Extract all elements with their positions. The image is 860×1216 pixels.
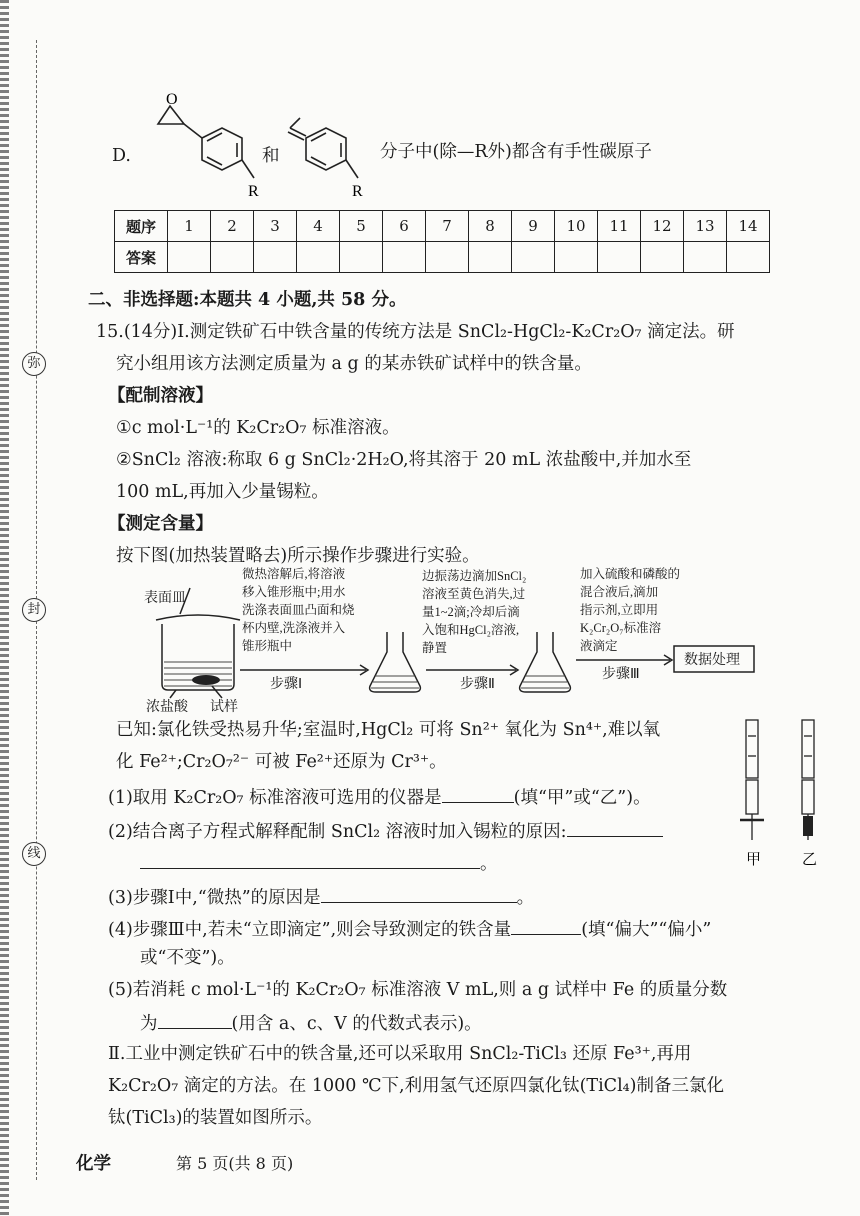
burette-b-label: 乙: [802, 852, 818, 868]
table-row: [115, 242, 770, 273]
step3-desc-2: 混合液后,滴加: [580, 585, 659, 599]
q15-line-1: 15.(14分)Ⅰ.测定铁矿石中铁含量的传统方法是 SnCl₂-HgCl₂-K₂Cr₂O₇ 滴定法。研: [96, 322, 735, 342]
step2-desc-2: 溶液至黄色消失,过: [422, 587, 526, 601]
subq-2-text: (2)结合离子方程式解释配制 SnCl₂ 溶液时加入锡粒的原因:: [108, 822, 567, 842]
subq-5b-tail: (用含 a、c、V 的代数式表示)。: [231, 1014, 482, 1034]
rubber-tube: [803, 816, 813, 836]
burette-b-top: [802, 720, 814, 778]
question-number: 8: [469, 211, 512, 242]
question-number: 5: [340, 211, 383, 242]
question-number: 6: [383, 211, 426, 242]
step1-desc-3: 洗涤表面皿凸面和烧: [242, 603, 355, 617]
step3-label: 步骤Ⅲ: [602, 667, 640, 682]
subq-2-cont: [140, 850, 498, 876]
answer-cell[interactable]: [383, 242, 426, 273]
option-d-label: D.: [112, 146, 131, 166]
answer-blank-2b[interactable]: [140, 850, 480, 869]
benzene-ring-2: [306, 128, 346, 170]
section-2-title: 二、非选择题:本题共 4 小题,共 58 分。: [88, 290, 407, 310]
experiment-flow-diagram: [140, 566, 760, 716]
question-number: 4: [297, 211, 340, 242]
subq-1-text: (1)取用 K₂Cr₂O₇ 标准溶液可选用的仪器是: [108, 788, 442, 808]
subq-5b: [140, 1010, 482, 1036]
question-number: 3: [254, 211, 297, 242]
table-header-number: 题序: [115, 211, 168, 242]
question-number: 14: [727, 211, 770, 242]
step1-desc-2: 移入锥形瓶中;用水: [242, 585, 346, 599]
answer-cell[interactable]: [426, 242, 469, 273]
subq-4-tail: (填“偏大”“偏小”: [581, 920, 712, 940]
answer-cell[interactable]: [598, 242, 641, 273]
step1-desc-5: 锥形瓶中: [242, 639, 293, 653]
step1-label: 步骤Ⅰ: [270, 677, 303, 692]
r-group-1: R: [248, 183, 259, 200]
label-hcl: 浓盐酸: [146, 700, 188, 715]
seal-char-2: 封: [22, 598, 46, 622]
question-number: 9: [512, 211, 555, 242]
step3-desc-5: 液滴定: [580, 639, 618, 653]
subq-2: [108, 818, 663, 844]
burette-a-label: 甲: [746, 852, 762, 868]
known-line-1: 已知:氯化铁受热易升华;室温时,HgCl₂ 可将 Sn²⁺ 氧化为 Sn⁴⁺,难以氧: [116, 720, 661, 740]
subq-1-tail: (填“甲”或“乙”)。: [513, 788, 651, 808]
step3-desc-1: 加入硫酸和磷酸的: [580, 567, 681, 581]
question-number: 12: [641, 211, 684, 242]
part2-line-3: 钛(TiCl₃)的装置如图所示。: [108, 1108, 323, 1128]
burette-a-bottom: [746, 780, 758, 814]
table-header-answer: 答案: [115, 242, 168, 273]
table-row: [115, 211, 770, 242]
step2-label: 步骤Ⅱ: [460, 677, 495, 692]
question-number: 11: [598, 211, 641, 242]
r-group-2: R: [352, 183, 363, 200]
subq-2-tail: 。: [480, 854, 498, 874]
prep-item-1: ①c mol·L⁻¹的 K₂Cr₂O₇ 标准溶液。: [116, 418, 400, 438]
subq-1: [108, 784, 651, 810]
subq-3-text: (3)步骤Ⅰ中,“微热”的原因是: [108, 888, 321, 908]
data-processing-label: 数据处理: [684, 653, 740, 668]
step1-desc-4: 杯内壁,洗涤液并入: [242, 621, 346, 635]
prep-item-2a: ②SnCl₂ 溶液:称取 6 g SnCl₂·2H₂O,将其溶于 20 mL 浓盐酸中,并加水至: [116, 450, 692, 470]
seal-char-3: 线: [22, 842, 46, 866]
answer-cell[interactable]: [727, 242, 770, 273]
subq-4: [108, 916, 711, 942]
prep-item-2b: 100 mL,再加入少量锡粒。: [116, 482, 329, 502]
known-line-2: 化 Fe²⁺;Cr₂O₇²⁻ 可被 Fe²⁺还原为 Cr³⁺。: [116, 752, 447, 772]
subq-5: (5)若消耗 c mol·L⁻¹的 K₂Cr₂O₇ 标准溶液 V mL,则 a g 试样中 Fe 的质量分数: [108, 980, 728, 1000]
question-number: 1: [168, 211, 211, 242]
step3-desc-3: 指示剂,立即用: [580, 603, 659, 617]
option-d-and: 和: [262, 146, 280, 166]
binding-perforation: [0, 0, 9, 1216]
subq-5b-text: 为: [140, 1014, 158, 1034]
part2-line-2: K₂Cr₂O₇ 滴定的方法。在 1000 ℃下,利用氢气还原四氯化钛(TiCl₄)制备三氯化: [108, 1076, 725, 1096]
watch-glass: [156, 615, 240, 620]
question-number: 7: [426, 211, 469, 242]
prep-title: 【配制溶液】: [108, 386, 213, 406]
burette-b-bottom: [802, 780, 814, 814]
label-sample: 试样: [210, 700, 238, 715]
question-number: 13: [684, 211, 727, 242]
step2-desc-4: 入饱和HgCl₂溶液,: [422, 623, 520, 637]
answer-blank-5[interactable]: [158, 1010, 232, 1029]
answer-blank-1[interactable]: [442, 784, 514, 803]
footer-page-number: 第 5 页(共 8 页): [176, 1154, 294, 1173]
subq-4b: 或“不变”)。: [140, 948, 235, 968]
conical-flask-2: [520, 632, 571, 692]
step3-desc-4: K₂Cr₂O₇标准溶: [580, 621, 662, 635]
measure-intro: 按下图(加热装置略去)所示操作步骤进行实验。: [116, 546, 480, 566]
question-number: 10: [555, 211, 598, 242]
answer-cell[interactable]: [297, 242, 340, 273]
epoxide-ring: [158, 106, 184, 124]
answer-cell[interactable]: [555, 242, 598, 273]
answer-table: [114, 210, 770, 273]
step2-desc-3: 量1~2滴;冷却后滴: [422, 605, 520, 619]
answer-cell[interactable]: [211, 242, 254, 273]
burette-a-top: [746, 720, 758, 778]
answer-blank-3[interactable]: [321, 884, 517, 903]
step2-desc-5: 静置: [422, 641, 448, 655]
option-d-text: 分子中(除—R外)都含有手性碳原子: [380, 142, 652, 162]
label-watch-glass: 表面皿: [144, 591, 186, 606]
answer-cell[interactable]: [340, 242, 383, 273]
answer-blank-4[interactable]: [511, 916, 581, 935]
footer-subject: 化学: [76, 1154, 111, 1174]
measure-title: 【测定含量】: [108, 514, 213, 534]
step2-desc-1: 边振荡边滴加SnCl₂: [422, 569, 527, 583]
answer-cell[interactable]: [641, 242, 684, 273]
subq-3-tail: 。: [516, 888, 535, 908]
question-number: 2: [211, 211, 254, 242]
benzene-ring-1: [202, 128, 242, 170]
answer-blank-2a[interactable]: [567, 818, 663, 837]
answer-cell[interactable]: [469, 242, 512, 273]
answer-cell[interactable]: [684, 242, 727, 273]
subq-4-text: (4)步骤Ⅲ中,若未“立即滴定”,则会导致测定的铁含量: [108, 920, 512, 940]
answer-cell[interactable]: [168, 242, 211, 273]
sample-solid: [192, 675, 220, 685]
seal-char-1: 弥: [22, 352, 46, 376]
answer-cell[interactable]: [254, 242, 297, 273]
part2-line-1: Ⅱ.工业中测定铁矿石中的铁含量,还可以采取用 SnCl₂-TiCl₃ 还原 Fe³⁺,再用: [108, 1044, 692, 1064]
answer-cell[interactable]: [512, 242, 555, 273]
conical-flask-1: [370, 632, 421, 692]
subq-3: [108, 884, 534, 910]
q15-line-2: 究小组用该方法测定质量为 a g 的某赤铁矿试样中的铁含量。: [116, 354, 592, 374]
oxygen-atom: O: [166, 91, 178, 108]
step1-desc-1: 微热溶解后,将溶液: [242, 567, 346, 581]
burettes-figure: [730, 716, 830, 876]
